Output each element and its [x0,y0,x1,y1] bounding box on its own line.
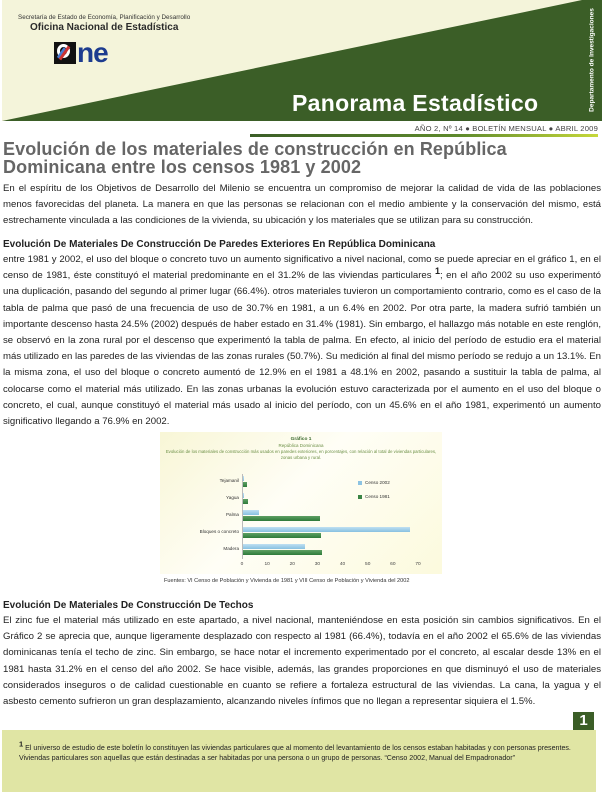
chart-legend [358,480,390,508]
x-tick-label: 10 [264,562,270,567]
office-name: Oficina Nacional de Estadística [30,22,179,33]
bar-censo-1981 [243,533,321,538]
bar-censo-2002 [243,510,259,515]
x-tick-label: 60 [390,562,396,567]
category-label: Bloques o concreto [199,529,239,534]
walls-paragraph [3,252,601,430]
bar-censo-1981 [243,516,320,521]
x-tick-label: 40 [339,562,346,567]
publication-title: Panorama Estadístico [292,90,539,116]
category-label: Madera [223,546,239,551]
department-label: Departamento de Investigaciones [588,8,596,112]
bar-censo-1981 [243,499,248,504]
x-tick-label: 30 [314,562,321,567]
walls-text-a: entre 1981 y 2002, el uso del bloque o concreto tuvo un aumento significativo a nivel nacional, como se puede apreciar en el gráfico 1, en el censo de 1981, éste constituyó el material predominante en el 31.2% de las viviendas particulares [3,254,601,282]
chart-plot-area [199,474,419,559]
bar-censo-2002 [243,476,244,481]
intro-paragraph: En el espíritu de los Objetivos de Desarrollo del Milenio se encuentra un compromiso de mejorar la calidad de vida de las poblaciones menos favorecidas del planeta. La manera en que las personas se relacionan con el medio ambiente y la conservación del mismo, está estrechamente vinculada a las condiciones de la vivienda, su ubicación y los materiales que se utilizan para su construcción. [3,183,601,227]
department-band [582,0,602,121]
x-tick-label: 50 [365,562,371,567]
chart-subtitle: República Dominicana [278,443,324,448]
category-label: Palma [225,512,239,517]
bar-censo-1981 [243,550,322,555]
footnote-ref[interactable]: 1 [435,266,441,277]
bar-censo-2002 [243,527,410,532]
x-tick-label: 70 [415,562,421,567]
footnote-text: $^1$ El universo de estudio de este boletín lo constituyen las viviendas particulares que al momento del levantamiento de los censos estaban habitadas y con personas presentes. Viviendas particulares son aquellas que están destinadas a ser habitadas por una persona o un grupo de personas. “Censo 2002, Manual del Empadronador” [19,739,571,762]
logo-text: ne [77,37,108,68]
chart-source: Fuentes: VI Censo de Población y Vivienda de 1981 y VIII Censo de Población y Vivienda del 2002 [164,578,410,584]
chart-category [226,491,419,508]
masthead [2,0,582,121]
walls-text-b: ; en el año 2002 su uso experimentó una duplicación, pasando del segundo al primer lugar (66.4%). otros materiales tuvieron un comportamiento contrario, como es el caso de la tabla de palma que pasó de una frecuencia de uso de 30.7% en 1981, a un 6.4% en 2002. Por otra parte, la madera sufrió también un importante descenso hasta 24.5% (2002) después de haber estado en 31.4% (1981). Sin embargo, el hallazgo más notable en este renglón, se observó en la zona rural por el descenso que experimentó la tabla de palma. En efecto, al inicio del período de estudio era el material más utilizado en las paredes de las viviendas de las zonas rurales (50.7%). Su medición al final del mismo período se redujo a un 13.1%. En la misma zona, el uso del bloque o concreto aumentó de 12.9% en el 1981 a 48.1% en 2002, pasando a sustituir la tabla de palma, al colocarse como el material más utilizado. En las zonas urbanas la evolución estuvo caracterizada por el aumento en el uso del bloque o concreto, el cual, aunque constituyó el material más usado al inicio del período, con un 45.6% en el año 1981, experimentó un aumento significativo llegando a 76.9% en 2002. [3,270,601,428]
ministry-name: Secretaría de Estado de Economía, Planificación y Desarrollo [18,14,191,21]
chart-category [225,508,419,525]
legend-item-2002: Censo 2002 [358,480,390,485]
x-tick-label: 0 [240,562,244,567]
bar-censo-2002 [243,493,244,498]
magnifier-logo-icon [54,42,76,64]
section-heading-roofs: Evolución De Materiales De Construcción De Techos [3,600,254,611]
header-rule [250,134,598,137]
bar-censo-2002 [243,544,305,549]
chart-category [199,525,419,542]
chart-category [219,474,419,491]
article-title: Evolución de los materiales de construcción en República Dominicana entre los censos 1981 y 2002 [3,139,507,177]
legend-item-1981: Censo 1981 [358,494,390,499]
footnote-box [2,730,596,792]
page-number: 1 [573,712,594,730]
category-label: Tejamanil [219,478,239,483]
roofs-paragraph: El zinc fue el material más utilizado en este apartado, a nivel nacional, manteniéndose en esta posición sin cambios significativos. En el Gráfico 2 se aprecia que, aunque ligeramente desplazado con respecto al 1981 (66.4%), todavía en el año 2002 el 65.6% de las viviendas dominicanas tenía el techo de zinc. Sin embargo, se hace notar el incremento experimentado por el concreto, al escalar desde 13% en el 1981 hasta 31.2% en el censo del año 2002. Se hace visible, además, las grandes proporciones en que disminuyó el uso de materiales considerados inseguros o de calidad cuestionable en cuanto se refiere a fortaleza estructural de las viviendas. La cana, la yagua y el asbesto cemento sufrieron un gran desplazamiento, alcanzando niveles ínfimos que no llegan a representar siquiera el 1.5%. [3,615,601,708]
issue-info: AÑO 2, Nº 14 ● BOLETÍN MENSUAL ● ABRIL 2009 [414,124,598,133]
chart-description: Evolución de los materiales de construcción más usados en paredes exteriores, en porcentajes, con relación al total de viviendas particulares, zonas urbana y rural. [165,449,437,460]
chart-category [223,542,419,559]
chart-title: Gráfico 1 [290,437,312,442]
section-heading-walls: Evolución De Materiales De Construcción De Paredes Exteriores En República Dominicana [3,239,436,250]
chart-grafico-1 [160,432,442,574]
category-label: Yagua [226,495,239,500]
bar-censo-1981 [243,482,247,487]
one-logo [54,37,108,68]
x-tick-label: 20 [289,562,295,567]
